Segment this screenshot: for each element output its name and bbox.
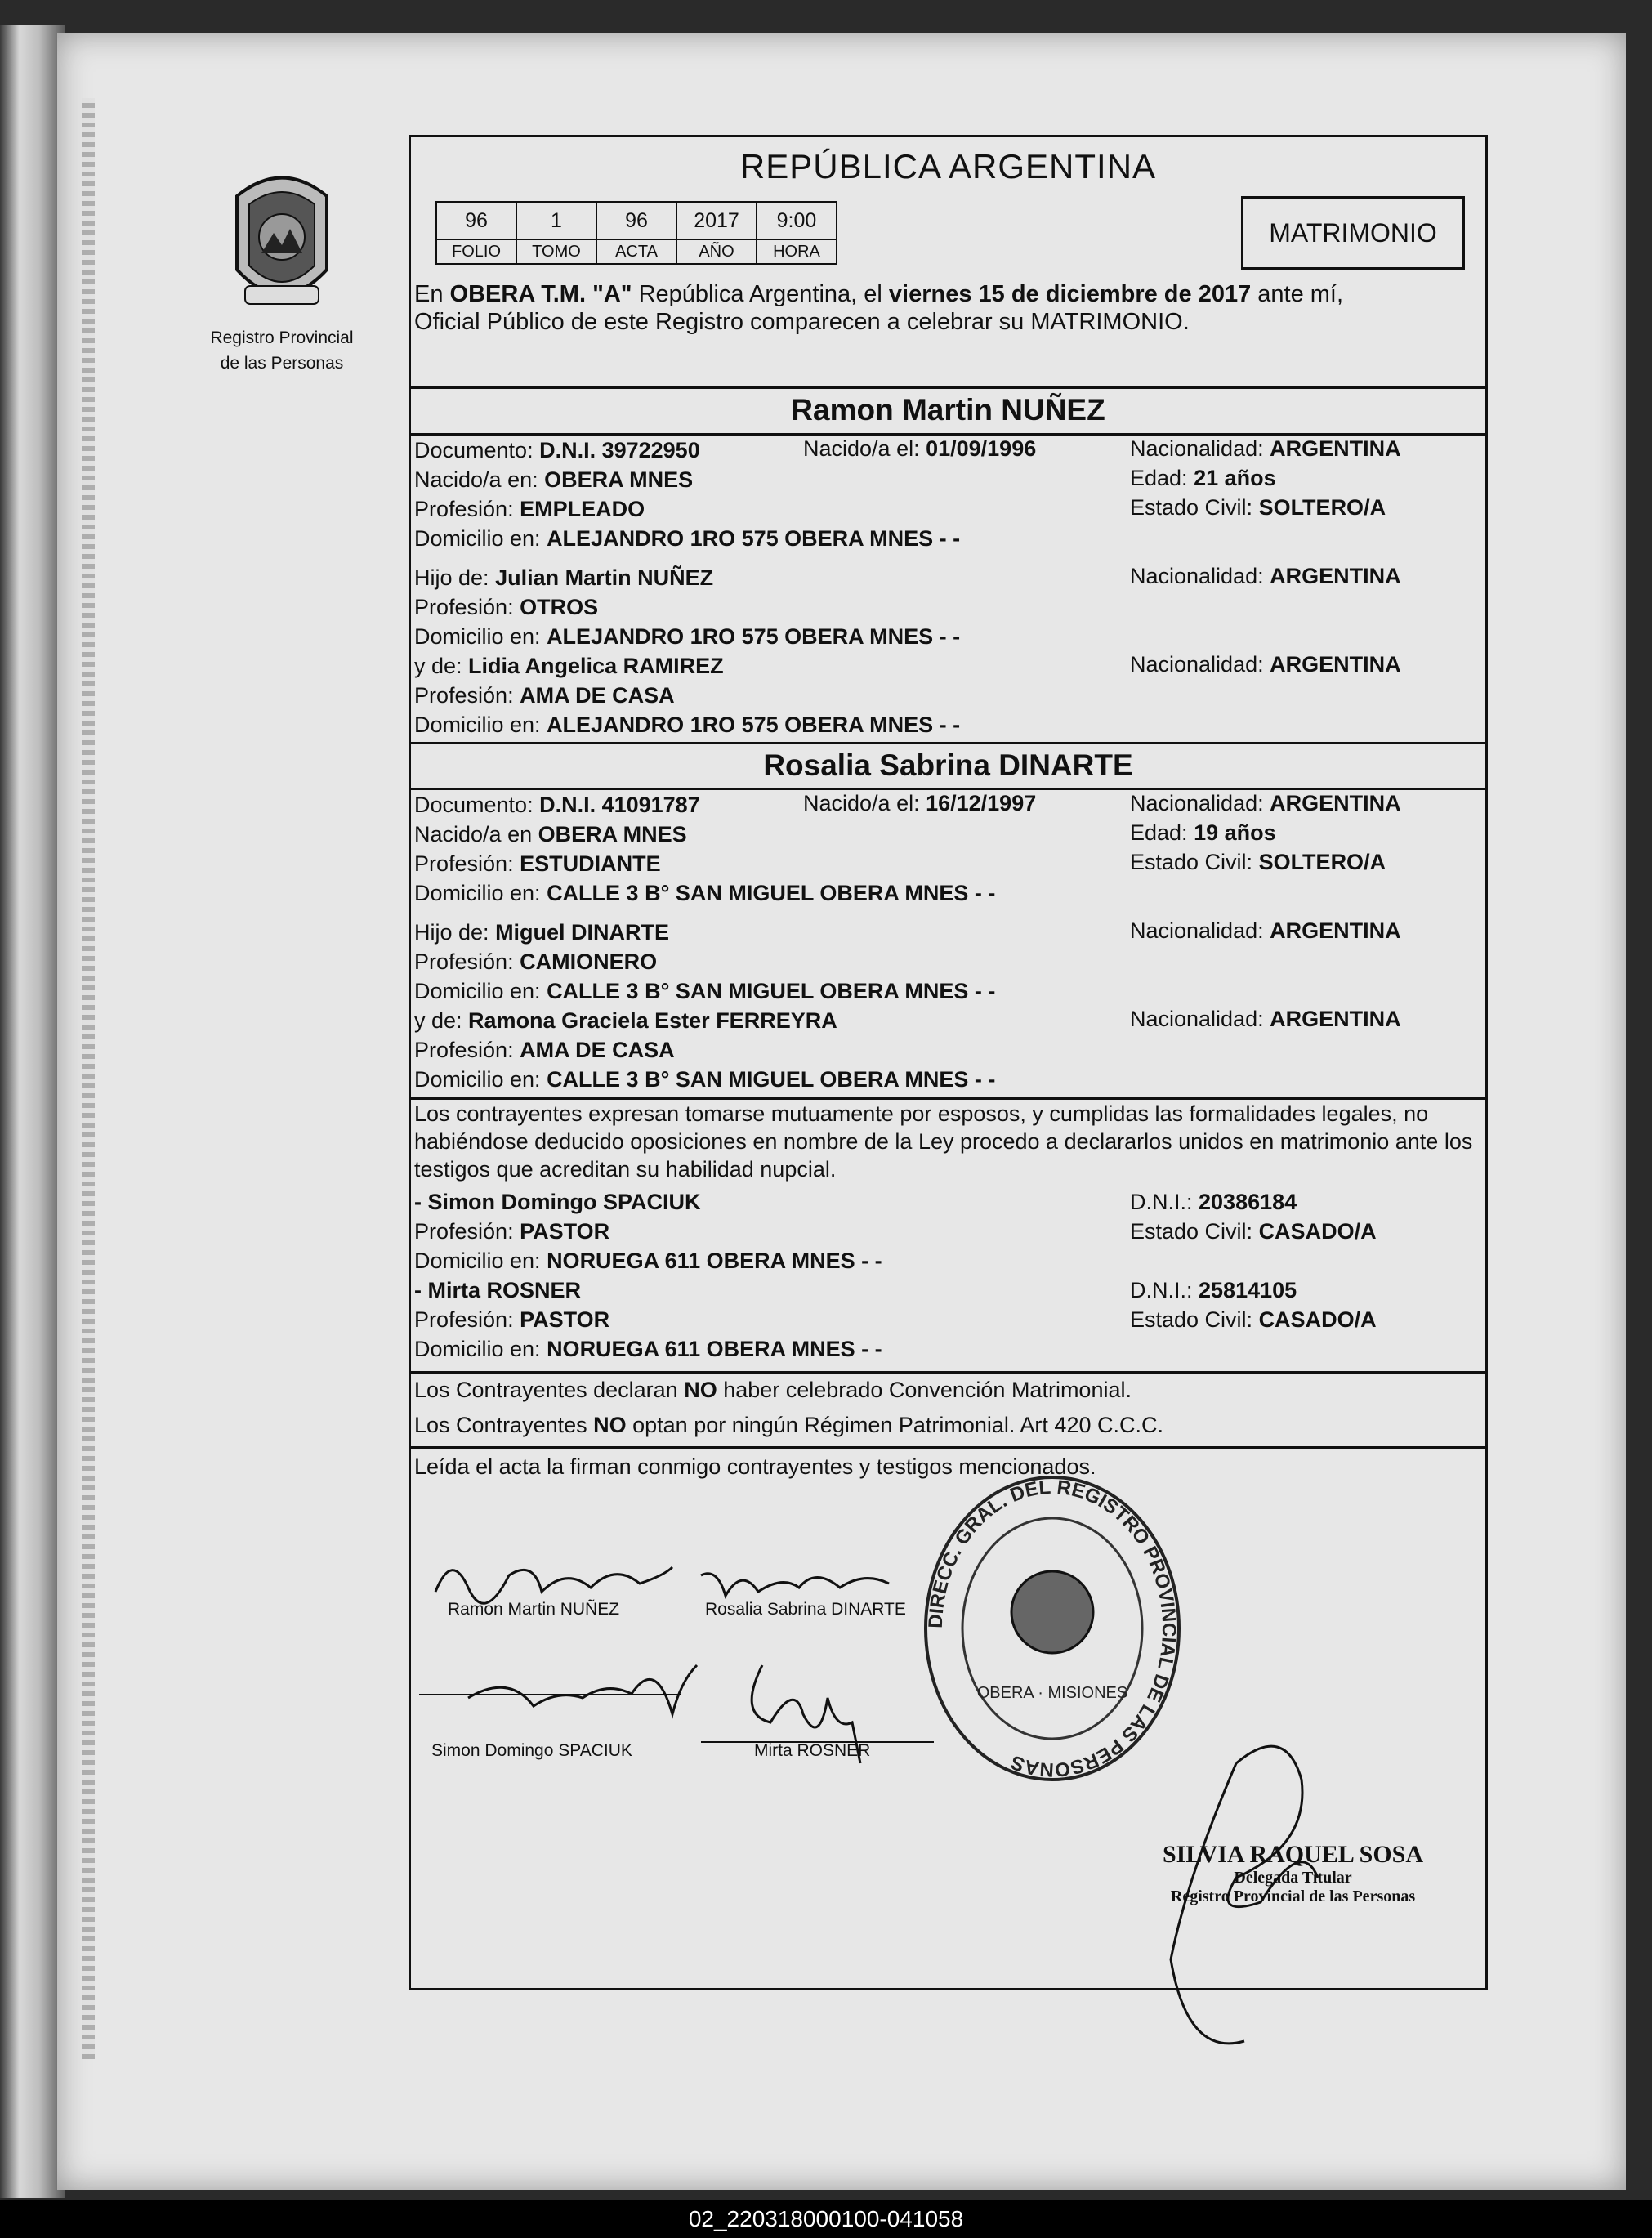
bride-address: Domicilio en: CALLE 3 B° SAN MIGUEL OBERA MNES - - xyxy=(414,881,996,905)
witness-2-signature-name: Mirta ROSNER xyxy=(754,1741,871,1760)
bride-father-profession: Profesión: CAMIONERO xyxy=(414,949,658,974)
folio-label: FOLIO xyxy=(436,239,516,264)
groom-birthdate: Nacido/a el: 01/09/1996 xyxy=(803,436,1037,461)
bride-civil-status: Estado Civil: SOLTERO/A xyxy=(1130,850,1386,874)
bride-age: Edad: 19 años xyxy=(1130,820,1276,845)
witness-2-dni: D.N.I.: 25814105 xyxy=(1130,1278,1297,1302)
convention-statement: Los Contrayentes declaran NO haber celebrado Convención Matrimonial. xyxy=(414,1378,1132,1402)
official-office: Registro Provincial de las Personas xyxy=(1170,1887,1416,1905)
bride-mother: y de: Ramona Graciela Ester FERREYRA xyxy=(414,1008,837,1033)
intro-date: viernes 15 de diciembre de 2017 xyxy=(888,281,1252,307)
groom-document: Documento: D.N.I. 39722950 xyxy=(414,438,700,462)
groom-civil-status: Estado Civil: SOLTERO/A xyxy=(1130,495,1386,520)
closing-text: Leída el acta la firman conmigo contrayentes y testigos mencionados. xyxy=(414,1454,1096,1479)
groom-address: Domicilio en: ALEJANDRO 1RO 575 OBERA MNES - - xyxy=(414,526,961,551)
folio-value: 96 xyxy=(436,202,516,239)
witness-1-address: Domicilio en: NORUEGA 611 OBERA MNES - - xyxy=(414,1249,882,1273)
acta-label: ACTA xyxy=(596,239,676,264)
witness-2-profession: Profesión: PASTOR xyxy=(414,1307,610,1332)
bride-birthplace: Nacido/a en OBERA MNES xyxy=(414,822,687,847)
groom-father: Hijo de: Julian Martin NUÑEZ xyxy=(414,565,714,590)
bride-document: Documento: D.N.I. 41091787 xyxy=(414,793,700,817)
witness-2-address: Domicilio en: NORUEGA 611 OBERA MNES - - xyxy=(414,1337,882,1361)
certificate-frame xyxy=(409,135,1488,1990)
tomo-label: TOMO xyxy=(516,239,596,264)
svg-text:DIRECC. GRAL. DEL REGISTRO PRO: DIRECC. GRAL. DEL REGISTRO PROVINCIAL DE LAS PERSONAS xyxy=(924,1476,1181,1781)
witness-1-civil-status: Estado Civil: CASADO/A xyxy=(1130,1219,1377,1244)
groom-father-profession: Profesión: OTROS xyxy=(414,595,599,619)
scan-file-id: 02_220318000100-041058 xyxy=(0,2200,1652,2238)
bride-birthdate: Nacido/a el: 16/12/1997 xyxy=(803,791,1037,815)
declaration-text: Los contrayentes expresan tomarse mutuamente por esposos, y cumplidas las formalidades legales, no habiéndose deducido oposiciones en nombre de la Ley procedo a declararlos unidos en matrimonio ante los testigos que acreditan su habilidad nupcial. xyxy=(414,1101,1473,1182)
logo-caption-1: Registro Provincial xyxy=(210,328,354,347)
intro-text: En xyxy=(414,281,450,307)
hour-label: HORA xyxy=(757,239,837,264)
bride-father-nationality: Nacionalidad: ARGENTINA xyxy=(1130,918,1401,943)
country-title: REPÚBLICA ARGENTINA xyxy=(739,147,1157,185)
groom-birthplace: Nacido/a en: OBERA MNES xyxy=(414,467,694,492)
bride-name: Rosalia Sabrina DINARTE xyxy=(763,748,1133,782)
intro-text: República Argentina, el xyxy=(632,281,889,307)
patrimonial-regime-statement: Los Contrayentes NO optan por ningún Régimen Patrimonial. Art 420 C.C.C. xyxy=(414,1413,1163,1437)
witness-1-dni: D.N.I.: 20386184 xyxy=(1130,1190,1297,1214)
year-value: 2017 xyxy=(676,202,757,239)
act-type-box: MATRIMONIO xyxy=(1241,196,1465,270)
divider xyxy=(411,386,1485,389)
intro-text-2: Oficial Público de este Registro comparecen a celebrar su MATRIMONIO. xyxy=(414,309,1190,335)
bride-mother-address: Domicilio en: CALLE 3 B° SAN MIGUEL OBERA MNES - - xyxy=(414,1067,996,1092)
acta-value: 96 xyxy=(596,202,676,239)
bride-nationality: Nacionalidad: ARGENTINA xyxy=(1130,791,1401,815)
divider xyxy=(411,1446,1485,1449)
svg-text:OBERA · MISIONES: OBERA · MISIONES xyxy=(976,1684,1128,1702)
binder-edge xyxy=(0,25,65,2198)
logo-caption-2: de las Personas xyxy=(220,354,344,373)
groom-father-address: Domicilio en: ALEJANDRO 1RO 575 OBERA MNES - - xyxy=(414,624,961,649)
divider xyxy=(411,742,1485,744)
divider xyxy=(411,788,1485,790)
groom-name: Ramon Martin NUÑEZ xyxy=(791,393,1105,427)
year-label: AÑO xyxy=(676,239,757,264)
groom-age: Edad: 21 años xyxy=(1130,466,1276,490)
official-name: SILVIA RAQUEL SOSA xyxy=(1163,1841,1424,1868)
registry-logo xyxy=(188,163,376,373)
official-block xyxy=(1163,1841,1423,1906)
groom-mother: y de: Lidia Angelica RAMIREZ xyxy=(414,654,724,678)
official-title: Delegada Titular xyxy=(1234,1869,1352,1887)
groom-mother-profession: Profesión: AMA DE CASA xyxy=(414,683,675,708)
province-seal-icon xyxy=(221,163,343,319)
groom-signature-name: Ramon Martin NUÑEZ xyxy=(448,1600,620,1619)
groom-mother-nationality: Nacionalidad: ARGENTINA xyxy=(1130,652,1401,677)
record-numbers-table xyxy=(435,201,837,265)
witness-1-profession: Profesión: PASTOR xyxy=(414,1219,610,1244)
divider xyxy=(411,1371,1485,1374)
tomo-value: 1 xyxy=(516,202,596,239)
groom-profession: Profesión: EMPLEADO xyxy=(414,497,645,521)
bride-profession: Profesión: ESTUDIANTE xyxy=(414,851,661,876)
groom-nationality: Nacionalidad: ARGENTINA xyxy=(1130,436,1401,461)
witness-2-name: - Mirta ROSNER xyxy=(414,1278,582,1302)
bride-father: Hijo de: Miguel DINARTE xyxy=(414,920,670,945)
witness-1-signature-icon xyxy=(460,1657,705,1731)
witness-1-name: - Simon Domingo SPACIUK xyxy=(414,1190,701,1214)
groom-mother-address: Domicilio en: ALEJANDRO 1RO 575 OBERA MNES - - xyxy=(414,712,961,737)
divider xyxy=(411,433,1485,436)
bride-mother-profession: Profesión: AMA DE CASA xyxy=(414,1038,675,1062)
intro-place: OBERA T.M. "A" xyxy=(449,281,632,307)
witness-1-signature-name: Simon Domingo SPACIUK xyxy=(431,1741,632,1760)
hour-value: 9:00 xyxy=(757,202,837,239)
groom-father-nationality: Nacionalidad: ARGENTINA xyxy=(1130,564,1401,588)
bride-signature-name: Rosalia Sabrina DINARTE xyxy=(705,1600,906,1619)
intro-text: ante mí, xyxy=(1251,281,1344,307)
binding-stitches xyxy=(82,98,95,2059)
bride-father-address: Domicilio en: CALLE 3 B° SAN MIGUEL OBERA MNES - - xyxy=(414,979,996,1003)
witness-2-civil-status: Estado Civil: CASADO/A xyxy=(1130,1307,1377,1332)
bride-mother-nationality: Nacionalidad: ARGENTINA xyxy=(1130,1007,1401,1031)
intro-paragraph xyxy=(414,280,1476,336)
